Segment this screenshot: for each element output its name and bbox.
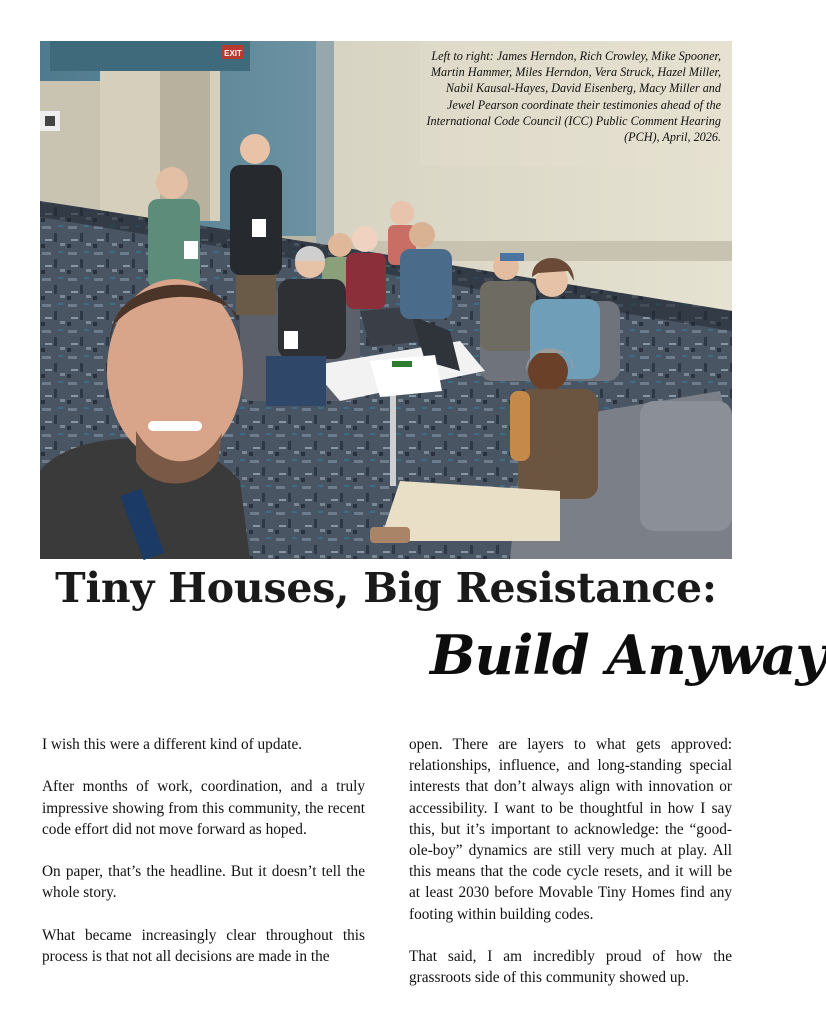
article-subtitle: Build Anyway <box>430 623 826 687</box>
paragraph: open. There are layers to what gets approved: relationships, influence, and long-standing special interests that don’t always align with innovation or accessibility. I want to be thoughtful in how I say this, but it’s important to acknowledge: the “good-ole-boy” dynamics are still very much at play. All this means that the code cycle resets, and it will be at least 2030 before Movable Tiny Homes find any footing within building codes. <box>409 736 732 923</box>
paragraph: On paper, that’s the headline. But it doesn’t tell the whole story. <box>42 863 365 902</box>
paragraph: After months of work, coordination, and a truly impressive showing from this community, the recent code effort did not move forward as hoped. <box>42 778 365 838</box>
paragraph: That said, I am incredibly proud of how the grassroots side of this community showed up. <box>409 948 732 987</box>
photo-caption: Left to right: James Herndon, Rich Crowley, Mike Spooner, Martin Hammer, Miles Herndon, Vera Struck, Hazel Miller, Nabil Kausal-Hayes, David Eisenberg, Macy Miller and Jewel Pearson coordinate their testimonies ahead of the International Code Council (ICC) Public Comment Hearing (PCH), April, 2026. <box>426 49 721 145</box>
group-photo <box>40 41 732 559</box>
article-column-left <box>42 734 365 967</box>
article-column-right <box>409 734 732 988</box>
article-title: Tiny Houses, Big Resistance: <box>55 564 717 612</box>
paragraph: I wish this were a different kind of update. <box>42 736 303 753</box>
exit-sign-text: EXIT <box>224 49 242 58</box>
paragraph: What became increasingly clear throughout this process is that not all decisions are made in the <box>42 926 365 965</box>
